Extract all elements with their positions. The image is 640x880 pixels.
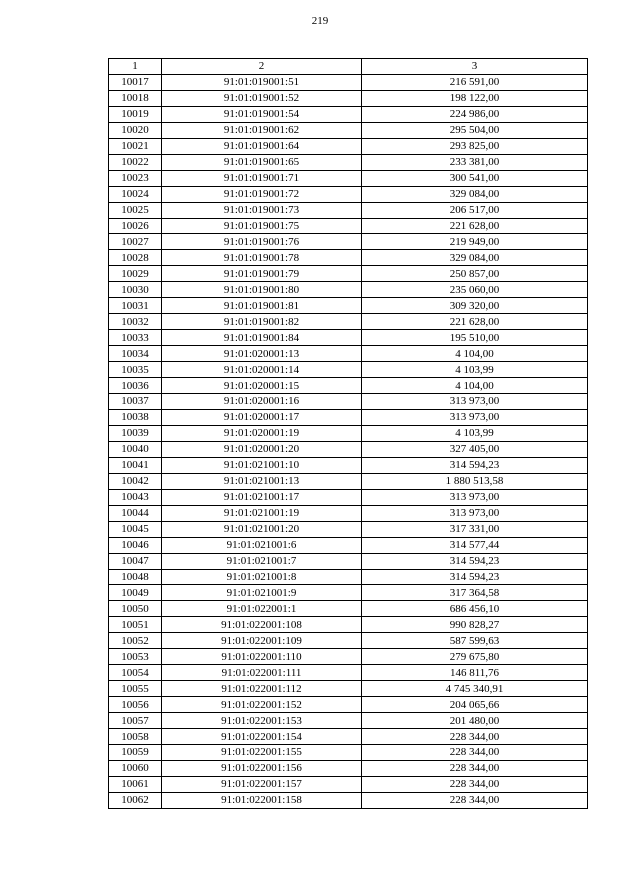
- cadastral-number-cell: 91:01:019001:81: [162, 298, 362, 314]
- table-row: [109, 90, 588, 106]
- cadastral-number-cell: 91:01:020001:14: [162, 362, 362, 378]
- cadastral-number-cell: 91:01:022001:157: [162, 776, 362, 792]
- table-row: [109, 697, 588, 713]
- value-cell: 314 594,23: [362, 553, 588, 569]
- row-number-cell: 10029: [109, 266, 162, 282]
- cadastral-number-cell: 91:01:022001:1: [162, 601, 362, 617]
- value-cell: 228 344,00: [362, 744, 588, 760]
- table-row: [109, 553, 588, 569]
- cadastral-number-cell: 91:01:021001:17: [162, 489, 362, 505]
- cadastral-number-cell: 91:01:021001:9: [162, 585, 362, 601]
- value-cell: 1 880 513,58: [362, 473, 588, 489]
- row-number-cell: 10038: [109, 409, 162, 425]
- row-number-cell: 10056: [109, 697, 162, 713]
- value-cell: 204 065,66: [362, 697, 588, 713]
- cadastral-number-cell: 91:01:020001:13: [162, 346, 362, 362]
- cadastral-number-cell: 91:01:019001:82: [162, 314, 362, 330]
- cadastral-number-cell: 91:01:022001:155: [162, 744, 362, 760]
- registry-table: [108, 58, 588, 809]
- cadastral-number-cell: 91:01:019001:52: [162, 90, 362, 106]
- row-number-cell: 10027: [109, 234, 162, 250]
- value-cell: 228 344,00: [362, 792, 588, 808]
- table-row: [109, 744, 588, 760]
- cadastral-number-cell: 91:01:022001:152: [162, 697, 362, 713]
- value-cell: 233 381,00: [362, 154, 588, 170]
- cadastral-number-cell: 91:01:019001:51: [162, 74, 362, 90]
- table-row: [109, 362, 588, 378]
- row-number-cell: 10052: [109, 633, 162, 649]
- cadastral-number-cell: 91:01:020001:19: [162, 425, 362, 441]
- value-cell: 327 405,00: [362, 441, 588, 457]
- value-cell: 279 675,80: [362, 649, 588, 665]
- row-number-cell: 10047: [109, 553, 162, 569]
- table-row: [109, 617, 588, 633]
- table-row: [109, 282, 588, 298]
- table-row: [109, 473, 588, 489]
- row-number-cell: 10054: [109, 665, 162, 681]
- cadastral-number-cell: 91:01:019001:78: [162, 250, 362, 266]
- value-cell: 309 320,00: [362, 298, 588, 314]
- row-number-cell: 10046: [109, 537, 162, 553]
- cadastral-number-cell: 91:01:022001:110: [162, 649, 362, 665]
- table-row: [109, 792, 588, 808]
- table-row: [109, 425, 588, 441]
- value-cell: 314 577,44: [362, 537, 588, 553]
- row-number-cell: 10044: [109, 505, 162, 521]
- cadastral-number-cell: 91:01:022001:153: [162, 713, 362, 729]
- table-row: [109, 505, 588, 521]
- value-cell: 216 591,00: [362, 74, 588, 90]
- cadastral-number-cell: 91:01:022001:111: [162, 665, 362, 681]
- value-cell: 313 973,00: [362, 505, 588, 521]
- cadastral-number-cell: 91:01:022001:112: [162, 681, 362, 697]
- cadastral-number-cell: 91:01:019001:54: [162, 106, 362, 122]
- value-cell: 228 344,00: [362, 729, 588, 745]
- row-number-cell: 10050: [109, 601, 162, 617]
- cadastral-number-cell: 91:01:021001:19: [162, 505, 362, 521]
- table-row: [109, 585, 588, 601]
- cadastral-number-cell: 91:01:019001:71: [162, 170, 362, 186]
- cadastral-number-cell: 91:01:019001:72: [162, 186, 362, 202]
- value-cell: 228 344,00: [362, 760, 588, 776]
- row-number-cell: 10037: [109, 394, 162, 410]
- table-row: [109, 234, 588, 250]
- cadastral-number-cell: 91:01:019001:75: [162, 218, 362, 234]
- row-number-cell: 10058: [109, 729, 162, 745]
- cadastral-number-cell: 91:01:019001:62: [162, 122, 362, 138]
- table-row: [109, 537, 588, 553]
- cadastral-number-cell: 91:01:019001:84: [162, 330, 362, 346]
- table-row: [109, 489, 588, 505]
- value-cell: 219 949,00: [362, 234, 588, 250]
- table-row: [109, 441, 588, 457]
- row-number-cell: 10041: [109, 457, 162, 473]
- cadastral-number-cell: 91:01:019001:64: [162, 138, 362, 154]
- value-cell: 329 084,00: [362, 186, 588, 202]
- value-cell: 4 745 340,91: [362, 681, 588, 697]
- table-row: [109, 266, 588, 282]
- row-number-cell: 10053: [109, 649, 162, 665]
- table-row: [109, 569, 588, 585]
- cadastral-number-cell: 91:01:021001:8: [162, 569, 362, 585]
- row-number-cell: 10036: [109, 378, 162, 394]
- value-cell: 313 973,00: [362, 489, 588, 505]
- table-row: [109, 346, 588, 362]
- row-number-cell: 10049: [109, 585, 162, 601]
- row-number-cell: 10021: [109, 138, 162, 154]
- table-row: [109, 202, 588, 218]
- table-row: [109, 170, 588, 186]
- table-row: [109, 633, 588, 649]
- cadastral-number-cell: 91:01:021001:20: [162, 521, 362, 537]
- value-cell: 314 594,23: [362, 569, 588, 585]
- value-cell: 4 103,99: [362, 362, 588, 378]
- row-number-cell: 10025: [109, 202, 162, 218]
- table-row: [109, 776, 588, 792]
- row-number-cell: 10030: [109, 282, 162, 298]
- table-row: [109, 138, 588, 154]
- row-number-cell: 10062: [109, 792, 162, 808]
- table-row: [109, 250, 588, 266]
- row-number-cell: 10061: [109, 776, 162, 792]
- table-row: [109, 122, 588, 138]
- cadastral-number-cell: 91:01:019001:76: [162, 234, 362, 250]
- table-header-row: [109, 59, 588, 75]
- value-cell: 587 599,63: [362, 633, 588, 649]
- value-cell: 300 541,00: [362, 170, 588, 186]
- table-row: [109, 521, 588, 537]
- value-cell: 224 986,00: [362, 106, 588, 122]
- value-cell: 198 122,00: [362, 90, 588, 106]
- value-cell: 329 084,00: [362, 250, 588, 266]
- table-row: [109, 681, 588, 697]
- row-number-cell: 10039: [109, 425, 162, 441]
- row-number-cell: 10032: [109, 314, 162, 330]
- value-cell: 4 104,00: [362, 346, 588, 362]
- value-cell: 990 828,27: [362, 617, 588, 633]
- cadastral-number-cell: 91:01:021001:7: [162, 553, 362, 569]
- page-number: 219: [311, 15, 329, 27]
- table-row: [109, 729, 588, 745]
- cadastral-number-cell: 91:01:019001:80: [162, 282, 362, 298]
- value-cell: 313 973,00: [362, 409, 588, 425]
- value-cell: 317 331,00: [362, 521, 588, 537]
- value-cell: 195 510,00: [362, 330, 588, 346]
- table-row: [109, 378, 588, 394]
- table-row: [109, 218, 588, 234]
- row-number-cell: 10023: [109, 170, 162, 186]
- value-cell: 201 480,00: [362, 713, 588, 729]
- cadastral-number-cell: 91:01:019001:73: [162, 202, 362, 218]
- table-row: [109, 186, 588, 202]
- row-number-cell: 10022: [109, 154, 162, 170]
- row-number-cell: 10017: [109, 74, 162, 90]
- cadastral-number-cell: 91:01:022001:156: [162, 760, 362, 776]
- cadastral-number-cell: 91:01:022001:108: [162, 617, 362, 633]
- table-row: [109, 154, 588, 170]
- row-number-cell: 10057: [109, 713, 162, 729]
- row-number-cell: 10019: [109, 106, 162, 122]
- cadastral-number-cell: 91:01:020001:17: [162, 409, 362, 425]
- column-header-1: 1: [109, 59, 162, 75]
- row-number-cell: 10040: [109, 441, 162, 457]
- row-number-cell: 10026: [109, 218, 162, 234]
- value-cell: 206 517,00: [362, 202, 588, 218]
- cadastral-number-cell: 91:01:020001:20: [162, 441, 362, 457]
- table-row: [109, 106, 588, 122]
- table-row: [109, 665, 588, 681]
- table-row: [109, 314, 588, 330]
- value-cell: 317 364,58: [362, 585, 588, 601]
- table-body: [109, 59, 588, 809]
- column-header-3: 3: [362, 59, 588, 75]
- table-row: [109, 330, 588, 346]
- cadastral-number-cell: 91:01:021001:13: [162, 473, 362, 489]
- value-cell: 686 456,10: [362, 601, 588, 617]
- row-number-cell: 10033: [109, 330, 162, 346]
- value-cell: 235 060,00: [362, 282, 588, 298]
- value-cell: 314 594,23: [362, 457, 588, 473]
- row-number-cell: 10018: [109, 90, 162, 106]
- cadastral-number-cell: 91:01:022001:158: [162, 792, 362, 808]
- row-number-cell: 10055: [109, 681, 162, 697]
- row-number-cell: 10048: [109, 569, 162, 585]
- cadastral-number-cell: 91:01:019001:65: [162, 154, 362, 170]
- value-cell: 221 628,00: [362, 314, 588, 330]
- row-number-cell: 10024: [109, 186, 162, 202]
- row-number-cell: 10042: [109, 473, 162, 489]
- value-cell: 313 973,00: [362, 394, 588, 410]
- row-number-cell: 10051: [109, 617, 162, 633]
- row-number-cell: 10028: [109, 250, 162, 266]
- row-number-cell: 10020: [109, 122, 162, 138]
- row-number-cell: 10045: [109, 521, 162, 537]
- table-row: [109, 394, 588, 410]
- row-number-cell: 10060: [109, 760, 162, 776]
- table-row: [109, 601, 588, 617]
- value-cell: 146 811,76: [362, 665, 588, 681]
- cadastral-number-cell: 91:01:020001:15: [162, 378, 362, 394]
- value-cell: 221 628,00: [362, 218, 588, 234]
- cadastral-number-cell: 91:01:021001:10: [162, 457, 362, 473]
- cadastral-number-cell: 91:01:022001:109: [162, 633, 362, 649]
- cadastral-number-cell: 91:01:019001:79: [162, 266, 362, 282]
- cadastral-number-cell: 91:01:022001:154: [162, 729, 362, 745]
- value-cell: 250 857,00: [362, 266, 588, 282]
- row-number-cell: 10034: [109, 346, 162, 362]
- value-cell: 295 504,00: [362, 122, 588, 138]
- cadastral-number-cell: 91:01:021001:6: [162, 537, 362, 553]
- table-row: [109, 760, 588, 776]
- column-header-2: 2: [162, 59, 362, 75]
- row-number-cell: 10031: [109, 298, 162, 314]
- value-cell: 4 104,00: [362, 378, 588, 394]
- row-number-cell: 10059: [109, 744, 162, 760]
- value-cell: 228 344,00: [362, 776, 588, 792]
- table-row: [109, 713, 588, 729]
- value-cell: 293 825,00: [362, 138, 588, 154]
- value-cell: 4 103,99: [362, 425, 588, 441]
- row-number-cell: 10043: [109, 489, 162, 505]
- row-number-cell: 10035: [109, 362, 162, 378]
- table-row: [109, 649, 588, 665]
- table-row: [109, 457, 588, 473]
- table-row: [109, 74, 588, 90]
- table-row: [109, 409, 588, 425]
- table-row: [109, 298, 588, 314]
- cadastral-number-cell: 91:01:020001:16: [162, 394, 362, 410]
